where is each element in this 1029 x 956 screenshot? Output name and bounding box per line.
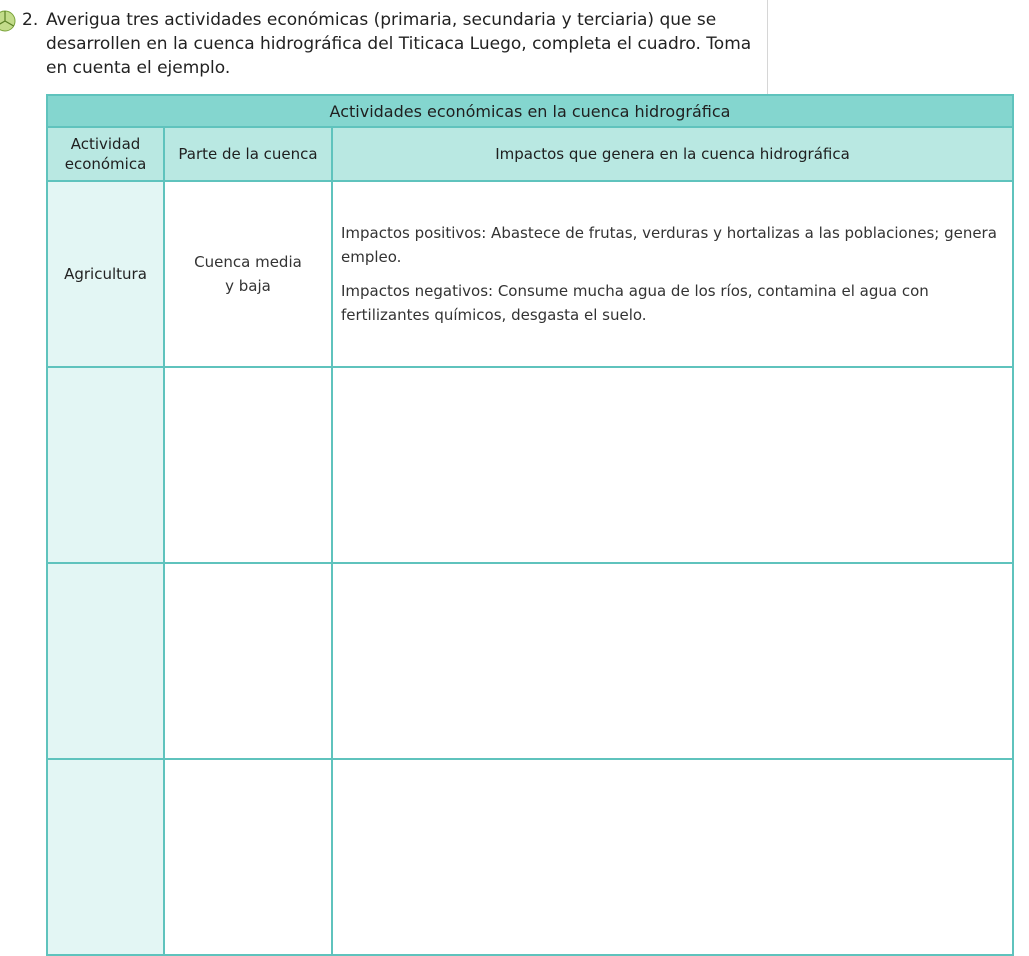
header-part: Parte de la cuenca [164,127,332,181]
example-positive-impacts: Impactos positivos: Abastece de frutas, verduras y hortalizas a las poblaciones; genera empleo. [341,224,997,266]
part-cell-empty[interactable] [164,563,332,759]
question-text: Averigua tres actividades económicas (primaria, secundaria y terciaria) que se desarrollen en la cuenca hidrográfica del Titicaca Luego, completa el cuadro. Toma en cuenta el ejemplo. [46,10,752,78]
activities-table [46,94,1014,956]
table-row [47,563,1013,759]
header-impacts: Impactos que genera en la cuenca hidrográfica [332,127,1013,181]
example-negative-impacts: Impactos negativos: Consume mucha agua de los ríos, contamina el agua con fertilizantes químicos, desgasta el suelo. [341,282,929,324]
page-divider [767,0,768,94]
activity-circle-icon [0,10,16,32]
activity-cell-empty[interactable] [47,563,164,759]
example-part-cell [164,181,332,367]
table-row [47,367,1013,563]
example-activity-cell: Agricultura [47,181,164,367]
impacts-cell-empty[interactable] [332,367,1013,563]
impacts-cell-empty[interactable] [332,563,1013,759]
example-impacts-cell [332,181,1013,367]
activity-cell-empty[interactable] [47,759,164,955]
table-title: Actividades económicas en la cuenca hidrográfica [47,95,1013,127]
example-part-line2: y baja [225,277,271,295]
activity-cell-empty[interactable] [47,367,164,563]
part-cell-empty[interactable] [164,759,332,955]
header-activity: Actividad económica [47,127,164,181]
table-row [47,759,1013,955]
table-row [47,181,1013,367]
example-part-line1: Cuenca media [194,253,302,271]
impacts-cell-empty[interactable] [332,759,1013,955]
question-number: 2. [22,10,39,30]
part-cell-empty[interactable] [164,367,332,563]
